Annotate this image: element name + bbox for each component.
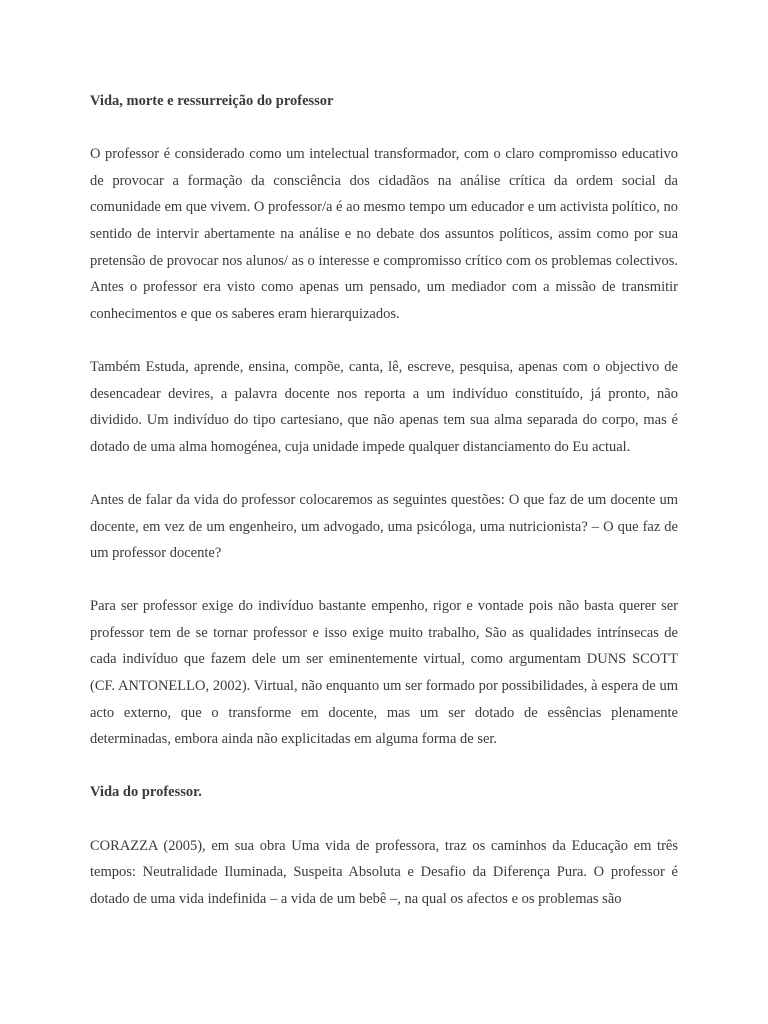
paragraph-devires: Também Estuda, aprende, ensina, compõe, canta, lê, escreve, pesquisa, apenas com o objectivo de desencadear devires, a palavra docente nos reporta a um indivíduo constituído, já pronto, não dividido. Um indivíduo do tipo cartesiano, que não apenas tem sua alma separada do corpo, mas é dotado de uma alma homogénea, cuja unidade impede qualquer distanciamento do Eu actual. bbox=[90, 358, 678, 455]
paragraph-corazza: CORAZZA (2005), em sua obra Uma vida de professora, traz os caminhos da Educação em três tempos: Neutralidade Iluminada, Suspeita Absoluta e Desafio da Diferença Pura. O professor é dotado de uma vida indefinida – a vida de um bebê –, na qual os afectos e os problemas são bbox=[90, 837, 678, 907]
spacer bbox=[90, 753, 678, 780]
paragraph-questions: Antes de falar da vida do professor colocaremos as seguintes questões: O que faz de um docente um docente, em vez de um engenheiro, um advogado, uma psicóloga, uma nutricionista? – O que faz de um professor docente? bbox=[90, 491, 678, 562]
document-page bbox=[90, 88, 678, 912]
section-heading: Vida do professor. bbox=[90, 784, 202, 801]
paragraph-virtual: Para ser professor exige do indivíduo bastante empenho, rigor e vontade pois não basta querer ser professor tem de se tornar professor e isso exige muito trabalho, São as qualidades intrínsecas de cada indivíduo que fazem dele um ser eminentemente virtual, como argumentam DUNS SCOTT (CF. ANTONELLO, 2002). Virtual, não enquanto um ser formado por possibilidades, à espera de um acto externo, que o transforme em docente, mas um ser dotado de essências plenamente determinadas, embora ainda não explicitadas em alguma forma de ser. bbox=[90, 598, 678, 748]
spacer bbox=[90, 115, 678, 142]
document-title: Vida, morte e ressurreição do professor bbox=[90, 93, 334, 109]
paragraph-intellectual: O professor é considerado como um intelectual transformador, com o claro compromisso educativo de provocar a formação da consciência dos cidadãos na análise crítica da ordem social da comunidade em que vivem. O professor/a é ao mesmo tempo um educador e um activista político, no sentido de intervir abertamente na análise e no debate dos assuntos políticos, assim como por sua pretensão de provocar nos alunos/ as o interesse e compromisso crítico com os problemas colectivos. Antes o professor era visto como apenas um pensado, um mediador com a missão de transmitir conhecimentos e que os saberes eram hierarquizados. bbox=[90, 146, 678, 322]
spacer bbox=[90, 327, 678, 354]
spacer bbox=[90, 567, 678, 594]
spacer bbox=[90, 460, 678, 487]
spacer bbox=[90, 806, 678, 833]
